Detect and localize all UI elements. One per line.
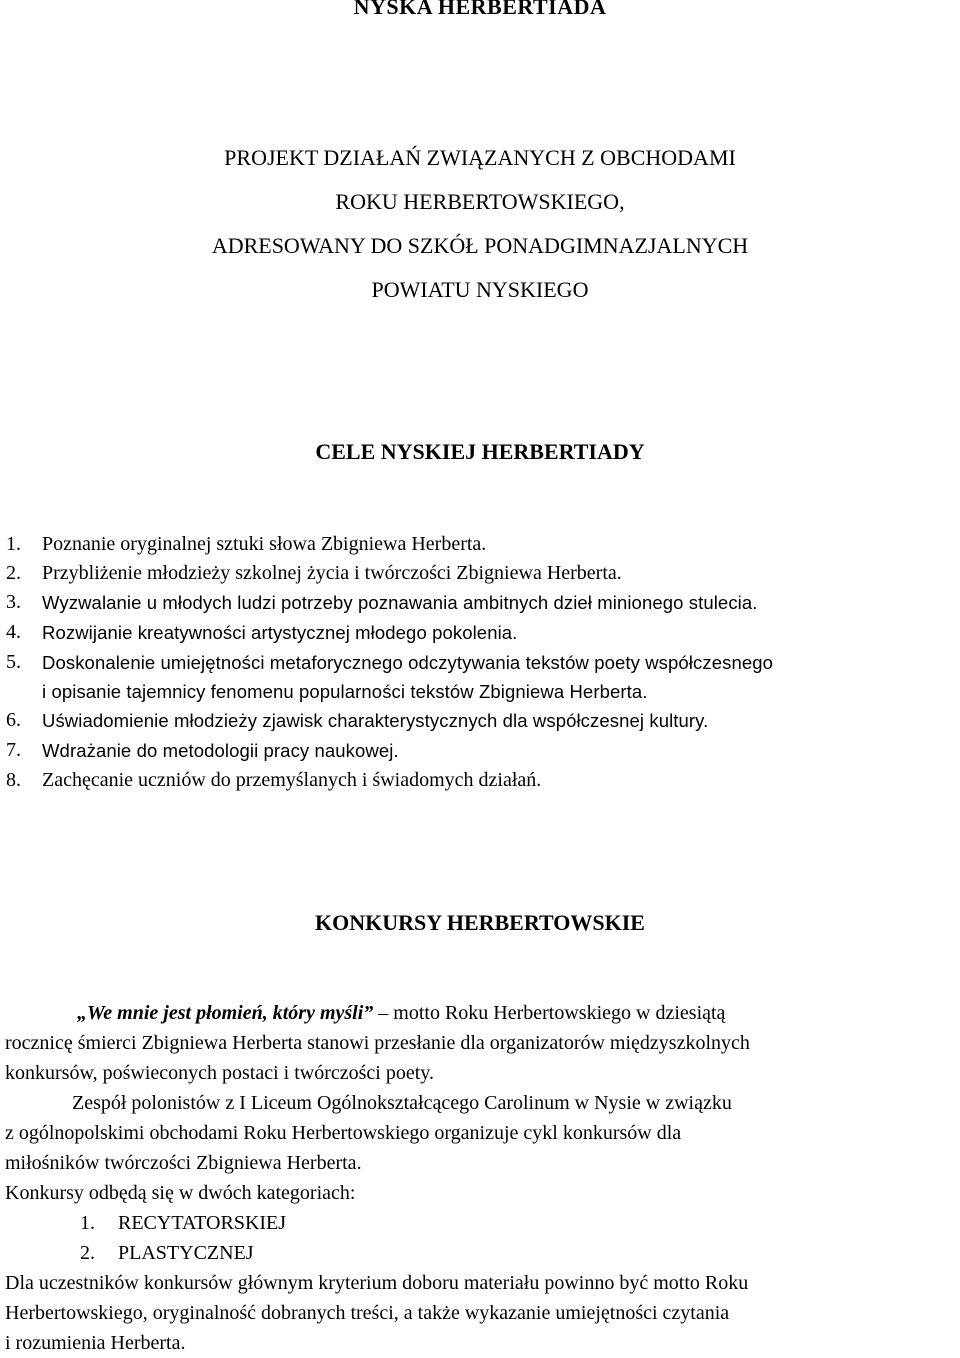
paragraph-line: Dla uczestników konkursów głównym kryterium doboru materiału powinno być motto Roku [5, 1272, 749, 1294]
list-item-text: Uświadomienie młodzieży zjawisk charakterystycznych dla współczesnej kultury. [42, 710, 709, 731]
document-title: NYSKA HERBERTIADA [353, 0, 607, 19]
list-item [6, 588, 956, 618]
list-item-text: Wyzwalanie u młodych ludzi potrzeby poznawania ambitnych dzieł minionego stulecia. [42, 592, 758, 613]
paragraph-line: Herbertowskiego, oryginalność dobranych treści, a także wykazanie umiejętności czytania [5, 1302, 730, 1324]
list-item-number: 6. [6, 709, 21, 731]
list-item-text: Wdrażanie do metodologii pracy naukowej. [42, 740, 399, 761]
list-item-number: 4. [6, 621, 21, 643]
goals-list [6, 530, 956, 795]
list-item [6, 736, 956, 766]
motto-line [5, 998, 957, 1028]
list-item-text: Zachęcanie uczniów do przemyślanych i świadomych działań. [42, 769, 542, 791]
list-item-number: 7. [6, 739, 21, 761]
list-item [6, 618, 956, 648]
motto-close-quote: ” [363, 1002, 374, 1024]
paragraph-line: i rozumienia Herberta. [5, 1332, 186, 1354]
list-item-number: 1. [6, 533, 21, 555]
list-item [5, 1238, 957, 1268]
list-item-number: 2. [80, 1242, 95, 1264]
list-item-number: 8. [6, 769, 21, 791]
paragraph-line: Zespół polonistów z I Liceum Ogólnokształcącego Carolinum w Nysie w związku [72, 1092, 732, 1114]
paragraph-line: konkursów, poświeconych postaci i twórczości poety. [5, 1062, 434, 1084]
project-line: ADRESOWANY DO SZKÓŁ PONADGIMNAZJALNYCH [211, 233, 749, 258]
list-item [6, 648, 956, 706]
list-item [6, 706, 956, 736]
list-item-text: Poznanie oryginalnej sztuki słowa Zbigniewa Herberta. [42, 533, 487, 555]
project-heading [0, 143, 960, 319]
contests-heading: KONKURSY HERBERTOWSKIE [315, 910, 645, 935]
motto-text: We mnie jest płomień, który myśli [87, 1002, 364, 1024]
list-item-text: PLASTYCZNEJ [118, 1242, 254, 1264]
paragraph-line: Konkursy odbędą się w dwóch kategoriach: [5, 1182, 356, 1204]
list-item-number: 3. [6, 591, 21, 613]
list-item-text: Rozwijanie kreatywności artystycznej młodego pokolenia. [42, 622, 518, 643]
project-line: POWIATU NYSKIEGO [371, 277, 589, 302]
list-item [6, 530, 956, 559]
motto-open-quote: „ [77, 1002, 87, 1024]
paragraph-line: z ogólnopolskimi obchodami Roku Herbertowskiego organizuje cykl konkursów dla [5, 1122, 682, 1144]
list-item-number: 5. [6, 651, 21, 673]
paragraph-line: rocznicę śmierci Zbigniewa Herberta stanowi przesłanie dla organizatorów międzyszkolnych [5, 1032, 750, 1054]
contests-body [5, 998, 957, 1358]
list-item [6, 559, 956, 588]
paragraph-text: – motto Roku Herbertowskiego w dziesiątą [373, 1002, 726, 1024]
paragraph-line: miłośników twórczości Zbigniewa Herberta. [5, 1152, 362, 1174]
list-item-text: RECYTATORSKIEJ [118, 1212, 287, 1234]
project-line: ROKU HERBERTOWSKIEGO, [335, 189, 625, 214]
categories-list [5, 1208, 957, 1268]
list-item-text: Doskonalenie umiejętności metaforycznego odczytywania tekstów poety współczesnego [42, 652, 774, 673]
list-item-number: 2. [6, 562, 21, 584]
list-item [6, 766, 956, 795]
list-item-text-continuation: i opisanie tajemnicy fenomenu popularności tekstów Zbigniewa Herberta. [42, 681, 648, 702]
goals-heading: CELE NYSKIEJ HERBERTIADY [315, 439, 645, 464]
project-line: PROJEKT DZIAŁAŃ ZWIĄZANYCH Z OBCHODAMI [224, 145, 736, 170]
list-item [5, 1208, 957, 1238]
list-item-number: 1. [80, 1212, 95, 1234]
list-item-text: Przybliżenie młodzieży szkolnej życia i twórczości Zbigniewa Herberta. [42, 562, 622, 584]
